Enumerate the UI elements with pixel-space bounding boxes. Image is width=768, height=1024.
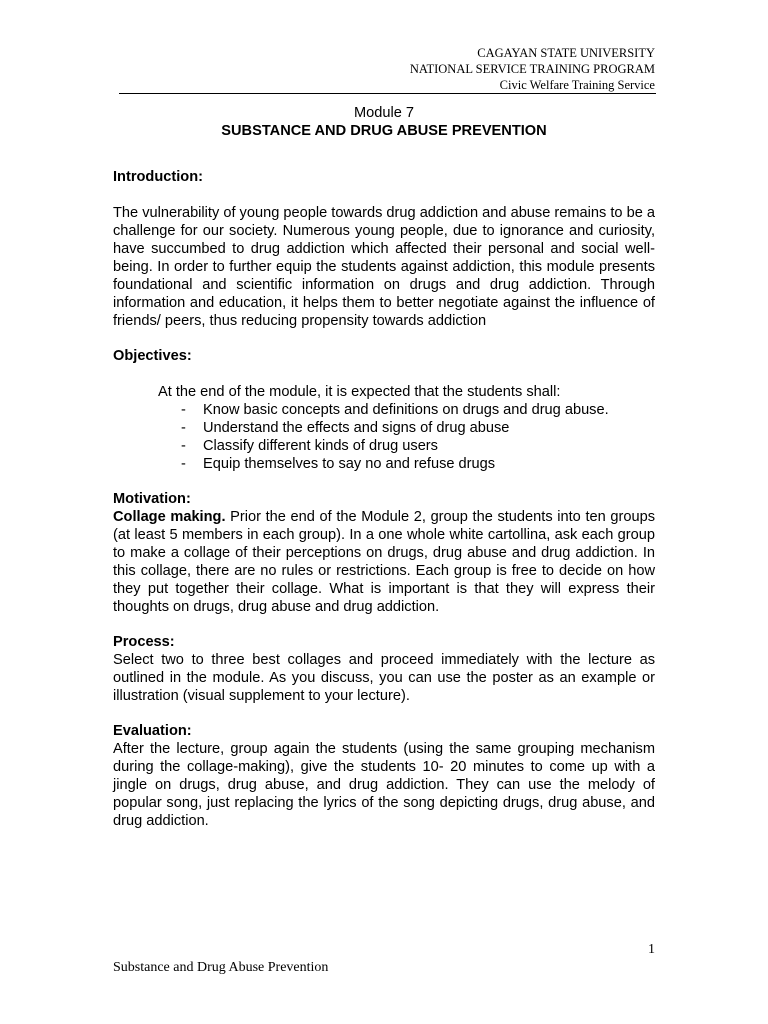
header-divider (119, 93, 656, 94)
motivation-lead: Collage making. (113, 509, 226, 525)
objective-text: Classify different kinds of drug users (203, 438, 438, 454)
page-number: 1 (648, 942, 655, 957)
evaluation-heading: Evaluation: (113, 723, 192, 739)
objectives-list (113, 401, 655, 473)
objective-item: - Equip themselves to say no and refuse drugs (181, 456, 496, 472)
motivation-body: Prior the end of the Module 2, group the students into ten groups (at least 5 members in each group). In a one whole white cartollina, ask each group to make a collage of their perceptions on drugs, drug abuse and drug addiction. In this collage, there are no rules or restrictions. Each group is free to decide on how they put together their collage. What is important is that they will express their thoughts on drugs, drug abuse and drug addiction. (113, 509, 655, 615)
introduction-text: The vulnerability of young people towards drug addiction and abuse remains to be a challenge for our society. Numerous young people, due to ignorance and curiosity, have succumbed to drug addiction which affected their personal and social well-being. In order to further equip the students against addiction, this module presents foundational and scientific information on drugs and drug addiction. Through information and education, it helps them to better negotiate against the influence of friends/ peers, thus reducing propensity towards addiction (113, 205, 655, 329)
document-body (113, 104, 655, 830)
process-heading: Process: (113, 634, 175, 650)
objectives-intro: At the end of the module, it is expected that the students shall: (158, 384, 561, 400)
objective-text: Understand the effects and signs of drug abuse (203, 420, 510, 436)
process-text: Select two to three best collages and proceed immediately with the lecture as outlined in the module. As you discuss, you can use the poster as an example or illustration (visual supplement to your lecture). (113, 652, 655, 704)
introduction-heading: Introduction: (113, 169, 203, 185)
objective-text: Know basic concepts and definitions on drugs and drug abuse. (203, 402, 609, 418)
module-title: SUBSTANCE AND DRUG ABUSE PREVENTION (221, 123, 547, 139)
document-header (410, 45, 655, 93)
footer-text: Substance and Drug Abuse Prevention (113, 960, 329, 975)
objective-item: - Know basic concepts and definitions on drugs and drug abuse. (181, 402, 609, 418)
objectives-heading: Objectives: (113, 348, 192, 364)
motivation-text (113, 508, 655, 616)
module-number: Module 7 (353, 105, 415, 121)
header-program: NATIONAL SERVICE TRAINING PROGRAM (409, 62, 655, 76)
header-university: CAGAYAN STATE UNIVERSITY (477, 46, 655, 60)
objective-item: - Understand the effects and signs of drug abuse (181, 420, 510, 436)
evaluation-text: After the lecture, group again the students (using the same grouping mechanism during the collage-making), give the students 10- 20 minutes to come up with a jingle on drugs, drug abuse, and drug addiction. They can use the melody of popular song, just replacing the lyrics of the song depicting drugs, drug abuse, and drug addiction. (113, 741, 655, 829)
motivation-heading: Motivation: (113, 491, 191, 507)
objective-item: - Classify different kinds of drug users (181, 438, 438, 454)
objective-text: Equip themselves to say no and refuse drugs (203, 456, 496, 472)
header-component: Civic Welfare Training Service (499, 78, 655, 92)
